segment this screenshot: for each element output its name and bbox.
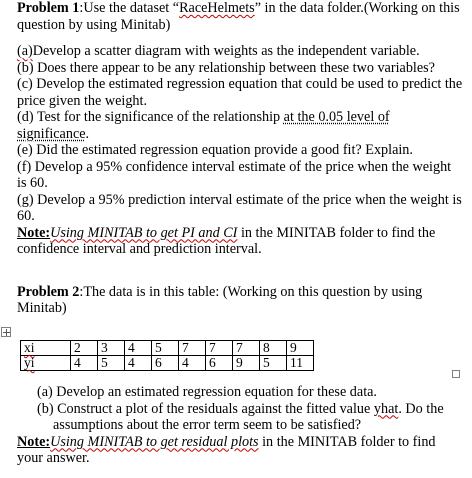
- table-cell: 9: [233, 356, 260, 371]
- table-resize-handle-icon[interactable]: [452, 370, 460, 378]
- problem-2-item-b: (b) Construct a plot of the residuals against the fitted value yhat. Do the assumptions about the error term seem to be satisfied?: [37, 400, 444, 433]
- table-cell: 4: [125, 356, 152, 371]
- table-cell: 4: [125, 341, 152, 356]
- problem-2-item-a: (a) Develop an estimated regression equation for these data.: [37, 384, 377, 400]
- problem-1-section: [17, 0, 463, 317]
- table-cell-yi-label: yi: [21, 356, 71, 371]
- data-table: [20, 340, 314, 371]
- problem-1-label: Problem 1: [17, 0, 80, 16]
- table-cell: 11: [287, 356, 314, 371]
- table-cell: 8: [260, 341, 287, 356]
- problem-2-items: [17, 384, 463, 467]
- dataset-name: RaceHelmets: [179, 0, 255, 16]
- table-cell-xi-label: xi: [21, 341, 71, 356]
- problem-1-note: Note:Using MINITAB to get PI and CI in the MINITAB folder to find the confidence interval and prediction interval.: [17, 224, 436, 257]
- item-a: (a)Develop a scatter diagram with weights as the independent variable.: [17, 43, 420, 59]
- table-cell: 2: [71, 341, 98, 356]
- table-cell: 6: [152, 356, 179, 371]
- table-cell: 7: [233, 341, 260, 356]
- table-cell: 4: [71, 356, 98, 371]
- table-cell: 5: [98, 356, 125, 371]
- table-move-handle-icon[interactable]: [1, 327, 11, 337]
- table-cell: 5: [260, 356, 287, 371]
- table-cell: 7: [179, 341, 206, 356]
- table-cell: 3: [98, 341, 125, 356]
- table-cell: 9: [287, 341, 314, 356]
- table-cell: 6: [206, 356, 233, 371]
- problem-2-label: Problem 2: [17, 283, 80, 300]
- table-cell: 4: [179, 356, 206, 371]
- table-cell: 7: [206, 341, 233, 356]
- problem-2-note: Note:Using MINITAB to get residual plots in the MINITAB folder to find your answer.: [17, 433, 436, 466]
- table-row-x: [21, 341, 314, 356]
- table-cell: 5: [152, 341, 179, 356]
- table-row-y: [21, 356, 314, 371]
- problem-1-intro: Problem 1:Use the dataset “RaceHelmets” in the data folder.(Working on this question by using Minitab): [17, 0, 460, 33]
- item-c: (c) Develop the estimated regression equation that could be used to predict the price given the weight.: [17, 76, 463, 109]
- item-e: (e) Did the estimated regression equation provide a good fit? Explain.: [17, 142, 413, 158]
- problem-2-intro: Problem 2:The data is in this table: (Working on this question by using Minitab): [17, 283, 423, 316]
- item-f: (f) Develop a 95% confidence interval estimate of the price when the weight is 60.: [17, 158, 452, 191]
- item-b: (b) Does there appear to be any relationship between these two variables?: [17, 59, 435, 76]
- item-g: (g) Develop a 95% prediction interval estimate of the price when the weight is 60.: [17, 191, 462, 224]
- item-d: (d) Test for the significance of the relationship at the 0.05 level of significance.: [17, 109, 390, 142]
